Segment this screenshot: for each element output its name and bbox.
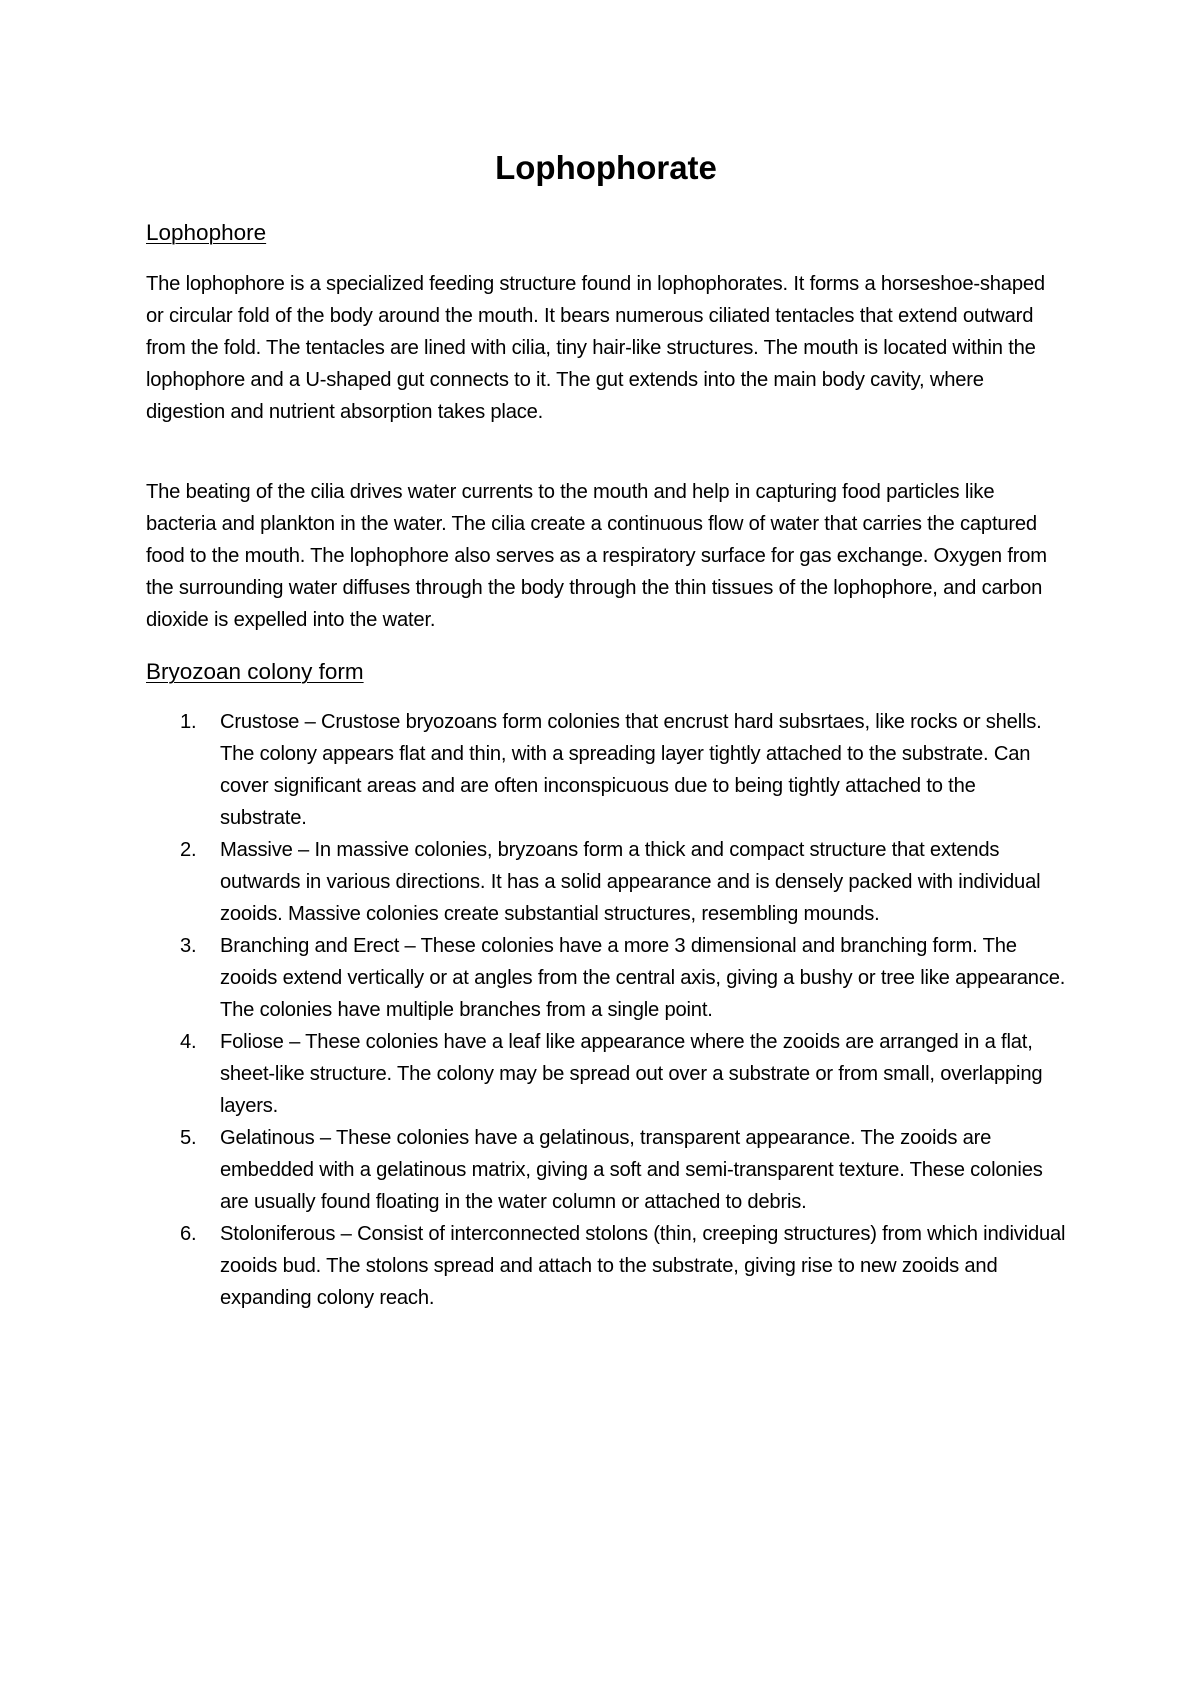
list-item-number: 2. <box>180 839 197 861</box>
paragraph-lophophore-function: The beating of the cilia drives water currents to the mouth and help in capturing food particles like bacteria and plankton in the water. The cilia create a continuous flow of water that carries the captured food to the mouth. The lophophore also serves as a respiratory surface for gas exchange. Oxygen from the surrounding water diffuses through the body through the thin tissues of the lophophore, and carbon dioxide is expelled into the water. <box>146 481 1047 631</box>
list-item-text: Massive – In massive colonies, bryzoans form a thick and compact structure that extends outwards in various directions. It has a solid appearance and is densely packed with individual zooids. Massive colonies create substantial structures, resembling mounds. <box>220 839 1041 925</box>
list-item <box>146 1218 1066 1314</box>
list-item <box>146 1026 1066 1122</box>
section-heading-bryozoan-colony-form: Bryozoan colony form <box>146 659 364 684</box>
list-item-text: Crustose – Crustose bryozoans form colonies that encrust hard subsrtaes, like rocks or shells. The colony appears flat and thin, with a spreading layer tightly attached to the substrate. Can cover significant areas and are often inconspicuous due to being tightly attached to the substrate. <box>220 711 1042 829</box>
section-heading-lophophore: Lophophore <box>146 220 267 245</box>
list-item-number: 6. <box>180 1223 197 1245</box>
list-item-number: 4. <box>180 1031 197 1053</box>
list-item-number: 5. <box>180 1127 197 1149</box>
list-item <box>146 930 1066 1026</box>
list-item <box>146 706 1066 834</box>
paragraph-lophophore-structure: The lophophore is a specialized feeding structure found in lophophorates. It forms a horseshoe-shaped or circular fold of the body around the mouth. It bears numerous ciliated tentacles that extend outward from the fold. The tentacles are lined with cilia, tiny hair-like structures. The mouth is located within the lophophore and a U-shaped gut connects to it. The gut extends into the main body cavity, where digestion and nutrient absorption takes place. <box>146 273 1045 423</box>
list-item-number: 3. <box>180 935 197 957</box>
document-title: Lophophorate <box>495 149 717 186</box>
list-item-text: Gelatinous – These colonies have a gelatinous, transparent appearance. The zooids are embedded with a gelatinous matrix, giving a soft and semi-transparent texture. These colonies are usually found floating in the water column or attached to debris. <box>220 1127 1043 1213</box>
list-item-text: Foliose – These colonies have a leaf like appearance where the zooids are arranged in a flat, sheet-like structure. The colony may be spread out over a substrate or from small, overlapping layers. <box>220 1031 1043 1117</box>
list-item-text: Branching and Erect – These colonies have a more 3 dimensional and branching form. The zooids extend vertically or at angles from the central axis, giving a bushy or tree like appearance. The colonies have multiple branches from a single point. <box>220 935 1066 1021</box>
list-item-number: 1. <box>180 711 197 733</box>
list-item-text: Stoloniferous – Consist of interconnected stolons (thin, creeping structures) from which individual zooids bud. The stolons spread and attach to the substrate, giving rise to new zooids and expanding colony reach. <box>220 1223 1066 1309</box>
list-item <box>146 1122 1066 1218</box>
list-item <box>146 834 1066 930</box>
colony-form-list <box>146 706 1066 1314</box>
